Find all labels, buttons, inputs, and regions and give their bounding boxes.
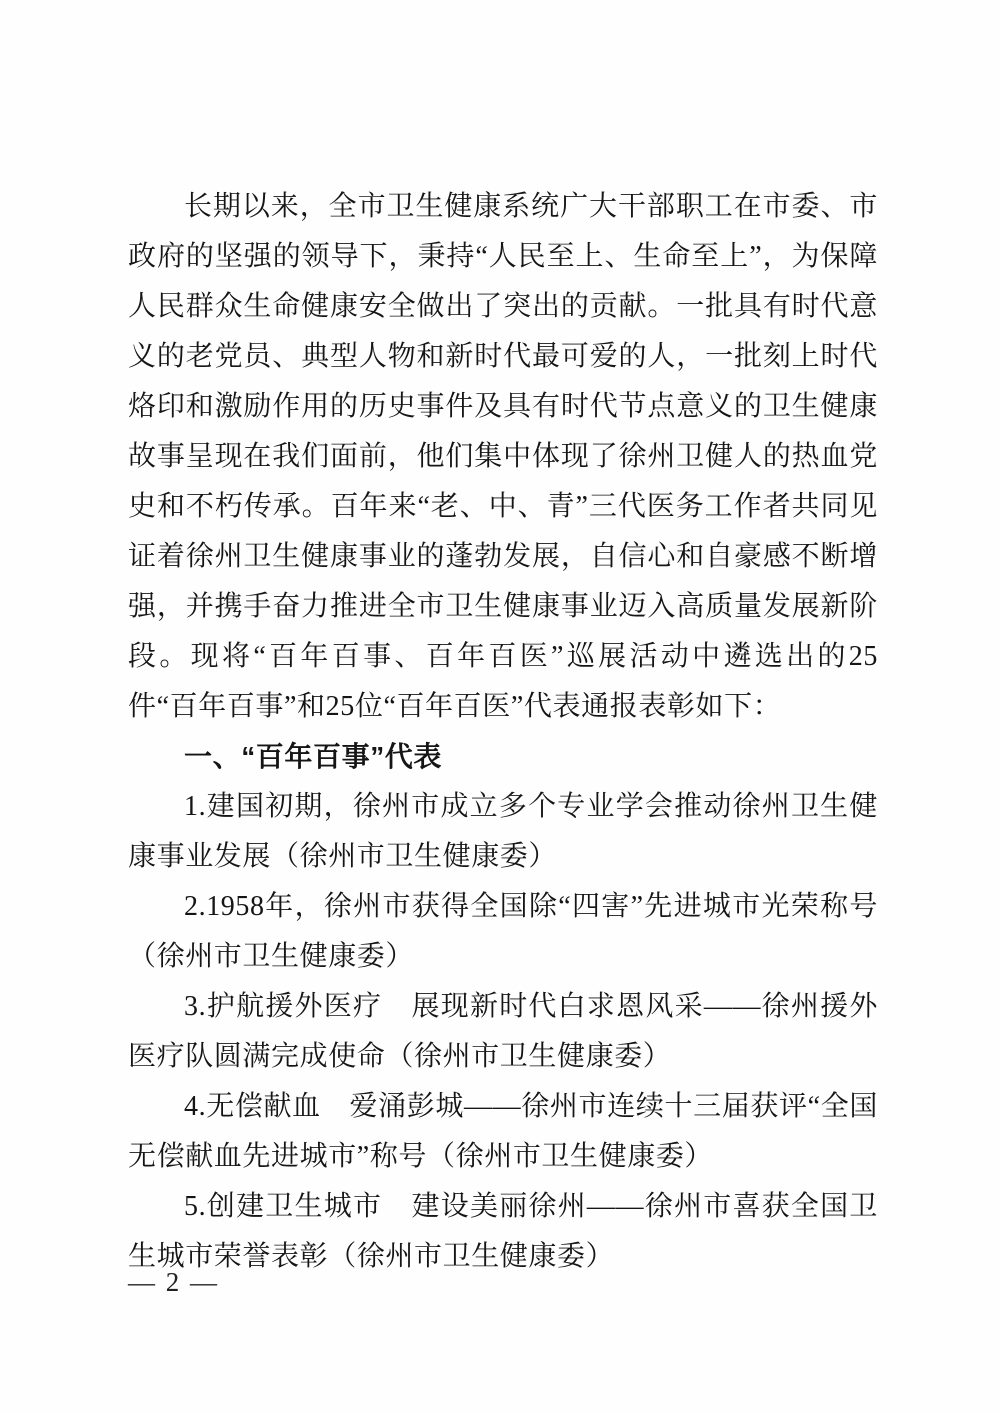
list-item-4: 4.无偿献血 爱涌彭城——徐州市连续十三届获评“全国无偿献血先进城市”称号（徐州市卫生健康委） bbox=[128, 1091, 878, 1172]
list-item-1: 1.建国初期，徐州市成立多个专业学会推动徐州卫生健康事业发展（徐州市卫生健康委） bbox=[128, 791, 878, 872]
list-item-2: 2.1958年，徐州市获得全国除“四害”先进城市光荣称号（徐州市卫生健康委） bbox=[128, 891, 878, 972]
section-heading: 一、“百年百事”代表 bbox=[184, 741, 443, 772]
list-item-5: 5.创建卫生城市 建设美丽徐州——徐州市喜获全国卫生城市荣誉表彰（徐州市卫生健康委） bbox=[128, 1191, 878, 1272]
intro-paragraph: 长期以来，全市卫生健康系统广大干部职工在市委、市政府的坚强的领导下，秉持“人民至上、生命至上”，为保障人民群众生命健康安全做出了突出的贡献。一批具有时代意义的老党员、典型人物和新时代最可爱的人，一批刻上时代烙印和激励作用的历史事件及具有时代节点意义的卫生健康故事呈现在我们面前，他们集中体现了徐州卫健人的热血党史和不朽传承。百年来“老、中、青”三代医务工作者共同见证着徐州卫生健康事业的蓬勃发展，自信心和自豪感不断增强，并携手奋力推进全市卫生健康事业迈入高质量发展新阶段。现将“百年百事、百年百医”巡展活动中遴选出的25件“百年百事”和25位“百年百医”代表通报表彰如下： bbox=[128, 191, 878, 722]
list-item-3: 3.护航援外医疗 展现新时代白求恩风采——徐州援外医疗队圆满完成使命（徐州市卫生健康委） bbox=[128, 991, 878, 1072]
page-number: — 2 — bbox=[128, 1267, 219, 1297]
